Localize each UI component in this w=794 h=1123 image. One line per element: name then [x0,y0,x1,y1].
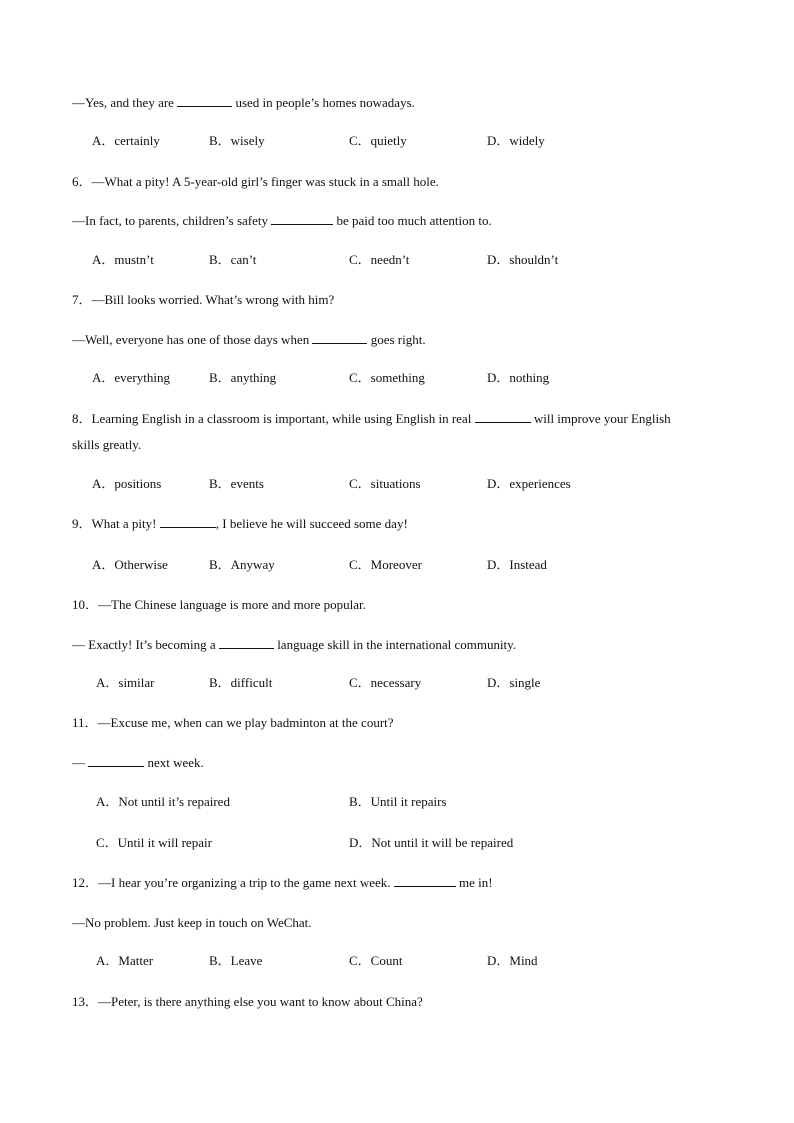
q10-option-b[interactable]: B．difficult [209,675,273,690]
q10-text-b: language skill in the international community. [273,637,517,652]
q13-question: 13．—Peter, is there anything else you want to know about China? [72,994,423,1009]
q7-text-a: —Well, everyone has one of those days when [72,332,313,347]
q5-option-b[interactable]: B．wisely [209,133,265,148]
q6-option-c[interactable]: C．needn’t [349,252,410,267]
q11-text-a: — [72,755,89,770]
q9-option-d[interactable]: D．Instead [487,557,547,572]
q12-text-b: me in! [455,875,493,890]
q6-option-d[interactable]: D．shouldn’t [487,252,559,267]
q11-option-a[interactable]: A．Not until it’s repaired [96,794,230,809]
q7-answer-line [72,331,426,349]
q6-question: 6．—What a pity! A 5-year-old girl’s finger was stuck in a small hole. [72,174,439,189]
q8-text-b: will improve your English [530,411,671,426]
q11-question: 11．—Excuse me, when can we play badminton at the court? [72,715,394,730]
q6-text-b: be paid too much attention to. [333,213,492,228]
q5-text-b: used in people’s homes nowadays. [232,95,415,110]
q7-text-b: goes right. [367,332,426,347]
q8-blank[interactable] [475,410,531,423]
q10-option-a[interactable]: A．similar [96,675,155,690]
q5-option-c[interactable]: C．quietly [349,133,407,148]
q12-option-a[interactable]: A．Matter [96,953,154,968]
q6-option-b[interactable]: B．can’t [209,252,257,267]
q11-answer-line [72,754,204,772]
q7-option-d[interactable]: D．nothing [487,370,550,385]
q9-option-c[interactable]: C．Moreover [349,557,422,572]
q7-option-b[interactable]: B．anything [209,370,277,385]
q12-option-c[interactable]: C．Count [349,953,403,968]
q6-answer-line [72,212,492,230]
q5-option-a[interactable]: A．certainly [92,133,160,148]
q10-blank[interactable] [219,636,274,649]
q7-blank[interactable] [312,331,367,344]
q11-text-b: next week. [144,755,204,770]
q8-question-cont: skills greatly. [72,437,142,452]
q8-option-b[interactable]: B．events [209,476,264,491]
q5-blank[interactable] [177,94,232,107]
q12-answer-line: —No problem. Just keep in touch on WeChat. [72,915,312,930]
q12-question [72,874,493,892]
q11-option-d[interactable]: D．Not until it will be repaired [349,835,514,850]
q7-question: 7．—Bill looks worried. What’s wrong with him? [72,292,335,307]
q8-option-c[interactable]: C．situations [349,476,421,491]
q9-blank[interactable] [160,515,216,528]
q10-text-a: — Exactly! It’s becoming a [72,637,219,652]
q12-blank[interactable] [394,874,456,887]
q5-text-a: —Yes, and they are [72,95,178,110]
q8-option-d[interactable]: D．experiences [487,476,571,491]
q7-option-c[interactable]: C．something [349,370,425,385]
q6-option-a[interactable]: A．mustn’t [92,252,154,267]
q6-blank[interactable] [271,212,333,225]
q8-text-a: 8．Learning English in a classroom is important, while using English in real [72,411,475,426]
q9-question [72,515,408,533]
q6-text-a: —In fact, to parents, children’s safety [72,213,272,228]
q8-question [72,410,671,428]
q9-option-b[interactable]: B．Anyway [209,557,275,572]
q12-text-a: 12．—I hear you’re organizing a trip to the game next week. [72,875,394,890]
q10-option-d[interactable]: D．single [487,675,541,690]
q10-option-c[interactable]: C．necessary [349,675,422,690]
q11-option-b[interactable]: B．Until it repairs [349,794,447,809]
q11-blank[interactable] [88,754,144,767]
q12-option-b[interactable]: B．Leave [209,953,263,968]
q12-option-d[interactable]: D．Mind [487,953,538,968]
q10-question: 10．—The Chinese language is more and more popular. [72,597,366,612]
q9-text-a: 9．What a pity! [72,516,160,531]
q11-option-c[interactable]: C．Until it will repair [96,835,212,850]
q5-answer-line [72,94,415,112]
q9-text-b: , I believe he will succeed some day! [215,516,408,531]
q8-option-a[interactable]: A．positions [92,476,162,491]
q10-answer-line [72,636,516,654]
q7-option-a[interactable]: A．everything [92,370,170,385]
q5-option-d[interactable]: D．widely [487,133,545,148]
q9-option-a[interactable]: A．Otherwise [92,557,168,572]
